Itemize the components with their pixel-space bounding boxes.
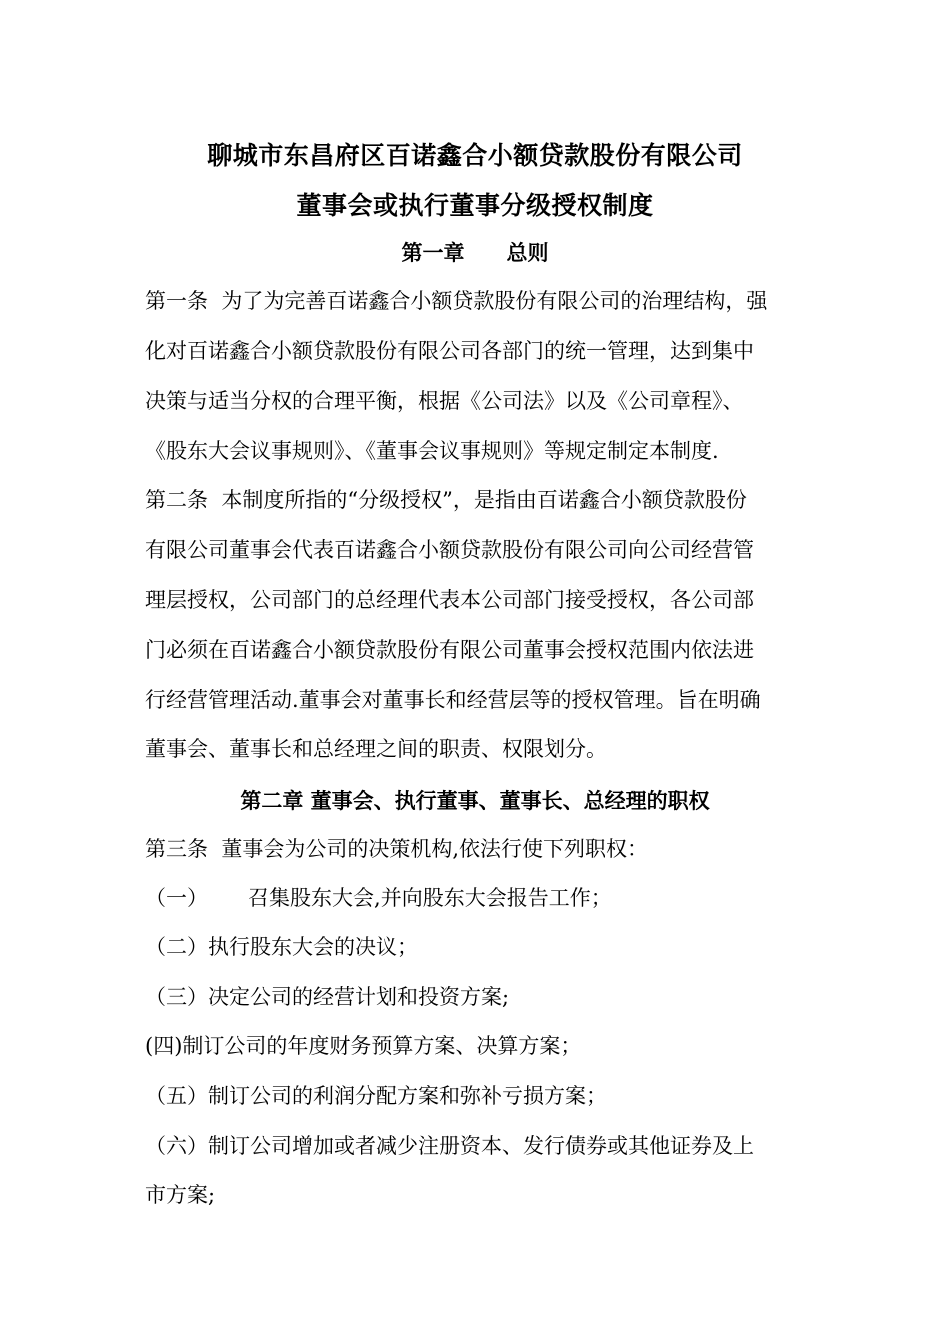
article-3-line: 第三条 董事会为公司的决策机构,依法行使下列职权： [145, 837, 649, 861]
article-2-line: 门必须在百诺鑫合小额贷款股份有限公司董事会授权范围内依法进 [145, 638, 754, 662]
document-title-line-2: 董事会或执行董事分级授权制度 [296, 191, 654, 220]
article-3-item: （三）决定公司的经营计划和投资方案; [145, 985, 510, 1009]
article-3-item: （一） 召集股东大会,并向股东大会报告工作； [145, 886, 612, 910]
article-2-line: 第二条 本制度所指的“分级授权”，是指由百诺鑫合小额贷款股份 [145, 488, 747, 512]
article-1-line: 化对百诺鑫合小额贷款股份有限公司各部门的统一管理，达到集中 [145, 339, 754, 363]
chapter-2-heading: 第二章 董事会、执行董事、董事长、总经理的职权 [240, 788, 710, 813]
article-2-line: 行经营管理活动.董事会对董事长和经营层等的授权管理。旨在明确 [145, 688, 761, 712]
document-title-line-1: 聊城市东昌府区百诺鑫合小额贷款股份有限公司 [207, 141, 743, 170]
chapter-1-heading: 第一章 总则 [401, 240, 549, 265]
article-3-item: （五）制订公司的利润分配方案和弥补亏损方案； [145, 1084, 607, 1108]
article-1-line: 第一条 为了为完善百诺鑫合小额贷款股份有限公司的治理结构，强 [145, 289, 768, 313]
article-2-line: 董事会、董事长和总经理之间的职责、权限划分。 [145, 737, 607, 761]
article-1-line: 《股东大会议事规则》、《董事会议事规则》等规定制定本制度. [145, 439, 719, 463]
article-2-line: 有限公司董事会代表百诺鑫合小额贷款股份有限公司向公司经营管 [145, 538, 754, 562]
article-3-item: （二）执行股东大会的决议； [145, 935, 418, 959]
article-3-item: 市方案; [145, 1183, 216, 1207]
article-3-item: （六）制订公司增加或者减少注册资本、发行债券或其他证券及上 [145, 1134, 754, 1158]
article-3-item: (四)制订公司的年度财务预算方案、决算方案； [145, 1034, 582, 1058]
article-1-line: 决策与适当分权的合理平衡，根据《公司法》以及《公司章程》、 [145, 389, 744, 413]
article-2-line: 理层授权，公司部门的总经理代表本公司部门接受授权，各公司部 [145, 588, 754, 612]
